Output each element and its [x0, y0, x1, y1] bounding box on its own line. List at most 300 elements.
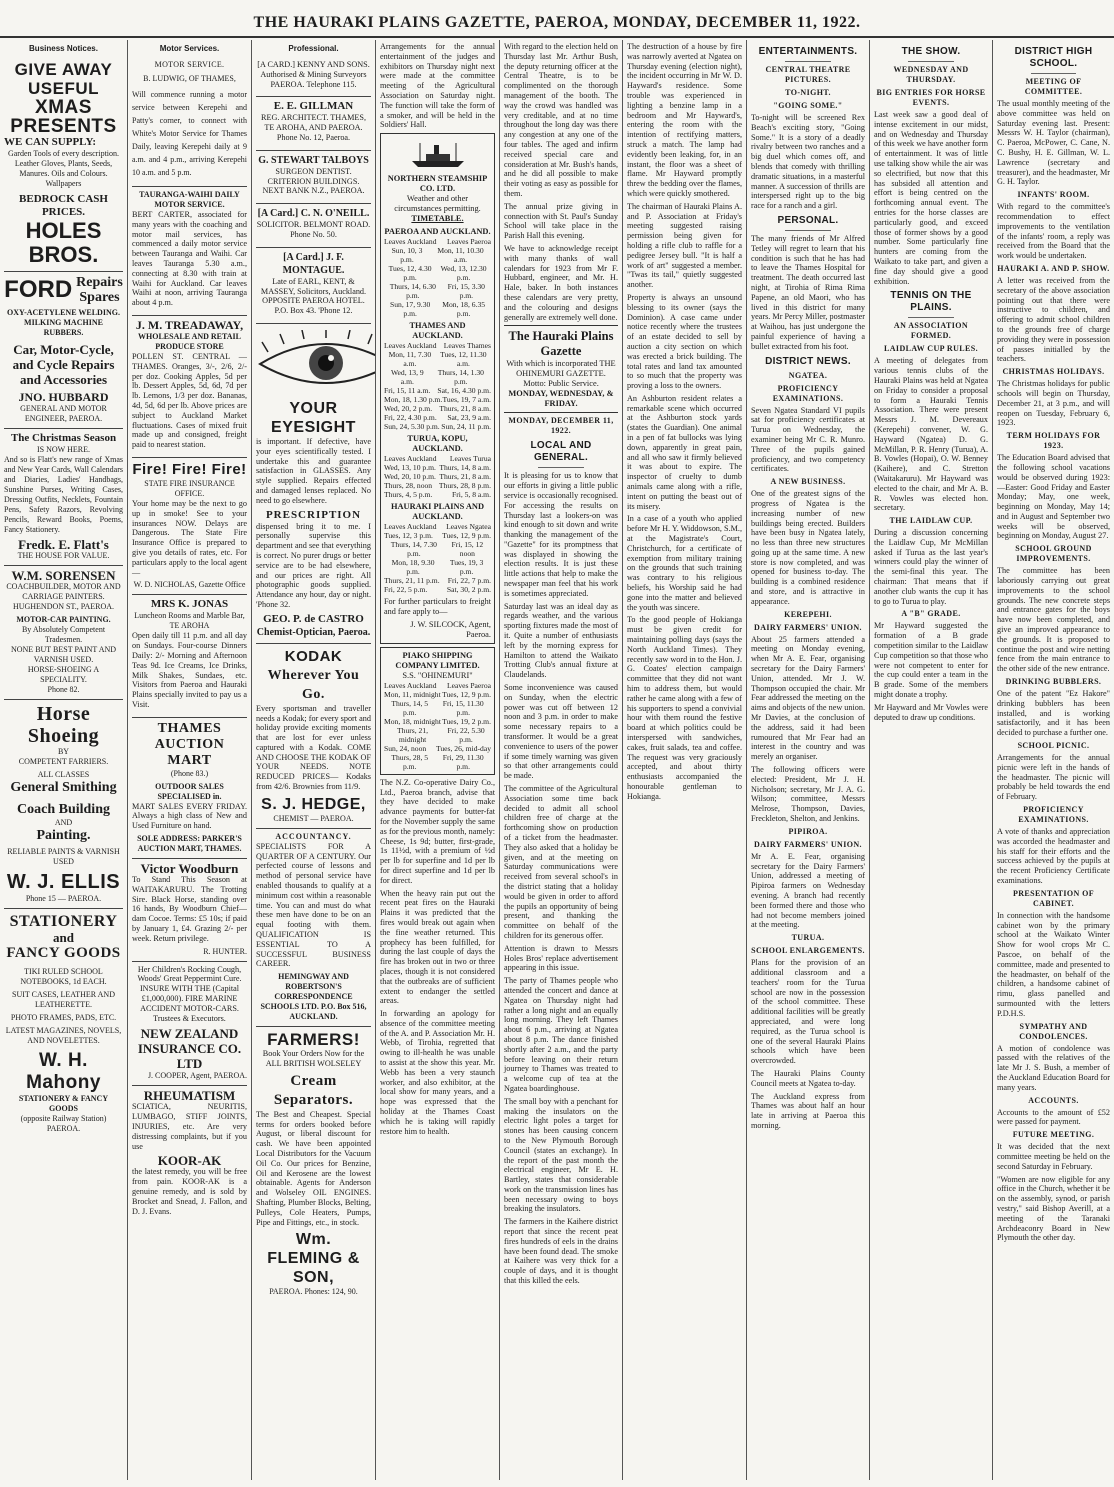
ad-text: COMPETENT FARRIERS. [18, 757, 109, 766]
timetable-cell-depart-a: Sun, 24, 5.30 p.m. [384, 422, 440, 432]
timetable-cell-depart-a: Leaves Auckland [384, 680, 437, 690]
ad-text: Book Your Orders Now for the ALL BRITISH WOLSELEY [262, 1049, 365, 1069]
ad-headline: KODAK [284, 647, 343, 665]
issue-date: MONDAY, DECEMBER 11, 1922. [508, 416, 614, 436]
route-title: PAEROA AND AUCKLAND. [384, 227, 491, 237]
timetable-cell-depart-b: Leaves Paeroa [446, 237, 491, 247]
sub-heading: LAIDLAW CUP RULES. [884, 344, 978, 354]
ad-subhead: OUTDOOR SALES SPECIALISED in. [155, 781, 224, 801]
ad-advertiser: J. W. SILCOCK, Agent, Paeroa. [410, 619, 491, 639]
route-title: HAURAKI PLAINS AND AUCKLAND. [390, 502, 485, 522]
sub-heading: TO-NIGHT. [785, 88, 831, 97]
ad-headline: Wherever You Go. [267, 667, 360, 702]
ford-logo: FORD [4, 276, 73, 303]
timetable-row [384, 585, 491, 594]
news-paragraph: Mr A. E. Fear, organising secretary for the Dairy Farmers' Union, addressed a meeting of Pipiroa farmers on Wednesday evening. A branch had recently been formed there and those who had not become members joined at the meeting. [751, 851, 865, 930]
news-paragraph: It was decided that the next committee meeting be held on the second Saturday in February. [997, 1142, 1110, 1171]
sub-heading: NGATEA. [788, 370, 828, 380]
timetable-row [384, 490, 491, 499]
timetable-cell-depart-b: Mon, 18, 6.35 p.m. [442, 300, 486, 319]
timetable-cell-depart-b: Fri, 15, 3.30 p.m. [447, 282, 485, 301]
ad-text: SCIATICA, NEURITIS, LUMBAGO, STIFF JOINTS, INJURIES, etc. Are very distressing complaints, but if you use [132, 1102, 247, 1151]
ad-text: PHOTO FRAMES, PADS, ETC. [10, 1013, 117, 1022]
timetable-cell-depart-a: Tues, 12, 4.30 p.m. [388, 264, 432, 283]
ad-text: SUIT CASES, LEATHER AND LEATHERETTE. [12, 990, 115, 1009]
timetable-cell-depart-a: Mon, 18, midnight [384, 716, 441, 726]
section-heading: DISTRICT HIGH SCHOOL. [1014, 46, 1093, 69]
ad-victor-woodburn [132, 859, 247, 962]
section-heading: THE SHOW. [901, 46, 961, 57]
divider [785, 230, 831, 231]
timetable-cell-depart-a: Sun, 24, noon [384, 743, 427, 753]
ad-text: REG. ARCHITECT. THAMES, TE AROHA, AND PAEROA. Phone No. 12, Paeroa. [260, 113, 366, 142]
news-paragraph: To-night will be screened Rex Beach's exciting story, "Going Some." It is a story of a deadly rivalry between two ranches and a big duel which comes off, and blends that comedy with thrilling dramatic situations, in a masterful manner. A succession of thrills are interspersed right up to the big race for a ranch and a girl. [751, 113, 865, 211]
ad-text: (opposite Railway Station) PAEROA. [20, 1114, 107, 1133]
column-motor-services [128, 40, 251, 1480]
gazette-masthead [504, 325, 618, 413]
section-heading: ENTERTAINMENTS. [758, 46, 858, 57]
eye-icon [256, 330, 375, 396]
timetable-row [384, 576, 491, 585]
timetable-row [384, 422, 491, 431]
timetable-cell-depart-a: Wed, 13, 9 a.m. [390, 368, 424, 387]
news-paragraph: The Christmas holidays for public schools will begin on Thursday, December 21, at 3 p.m., and will reopen on Tuesday, February 6, 1923. [997, 379, 1110, 428]
news-paragraph: A vote of thanks and appreciation was accorded the headmaster and his staff for their efforts and the success achieved by the pupils at the recent Proficiency Certificate examinations. [997, 827, 1110, 885]
sub-heading: FUTURE MEETING. [1012, 1130, 1095, 1140]
divider [908, 61, 954, 62]
sub-heading: DAIRY FARMERS' UNION. [754, 839, 862, 849]
ad-koorak [132, 1086, 247, 1223]
column-header: Business Notices. [29, 44, 98, 53]
ad-advertiser: G. STEWART TALBOYS [258, 154, 369, 166]
news-paragraph: Property is always an unsound blessing to its owner (says the Dominion). A case came under notice recently where the trustees of an estate decided to sell by auction a city section on which was erected a brick building. The total rates and land tax amounted to so much that the property was proving a loss to the owners. [627, 292, 742, 391]
timetable [384, 237, 491, 318]
ad-text: MART SALES EVERY FRIDAY. Always a high class of New and Used Furniture on hand. [132, 801, 247, 831]
news-paragraph: It is pleasing for us to know that our efforts in giving a little public service is occasionally recognised. For accessing the results on Thursday last a lookers-on was kind enough to sit down and write thanking the management of the "Gazette" for its promptness that was displayed in showing the election results. It is just these little actions that help to make the newspaper man feel that his work is sometimes appreciated. [504, 471, 618, 598]
ad-headline: YOUR EYESIGHT [271, 399, 356, 436]
card-montague [256, 248, 371, 324]
timetable-row [384, 386, 491, 395]
sub-heading: HAURAKI A. AND P. SHOW. [997, 263, 1110, 273]
ad-text: Will commence running a motor service between Kerepehi and Patty's corner, to connect with White's Motor Service for Thames Daily, leaving Kerepehi daily at 9 a.m. and 4 p.m., arriving Kerepehi 10 a.m. and 5 p.m. [132, 90, 247, 177]
news-paragraph: The Hauraki Plains County Council meets at Ngatea to-day. [751, 1068, 865, 1088]
ad-text: TIKI RULED SCHOOL NOTEBOOKS, 1d EACH. [20, 967, 107, 986]
timetable-cell-depart-b: Fri, 5, 8 a.m. [451, 490, 491, 500]
ad-headline: Fire! Fire! Fire! [132, 460, 247, 478]
timetable-cell-depart-b: Tues, 12, 9 p.m. [442, 689, 491, 699]
sub-heading: PRESENTATION OF CABINET. [1012, 888, 1095, 908]
timetable-cell-depart-b: Tues, 12, 11.30 a.m. [440, 350, 487, 369]
timetable-cell-depart-b: Thurs, 21, 8 a.m. [439, 472, 491, 482]
timetable [384, 522, 491, 594]
timetable [384, 454, 491, 499]
card-oneill [256, 204, 371, 248]
ad-text: AND [54, 818, 73, 827]
ad-ford [4, 272, 123, 429]
sub-heading: AN ASSOCIATION FORMED. [893, 321, 969, 341]
timetable-cell-depart-b: Sat, 23, 9 a.m. [447, 413, 491, 423]
ad-advertiser: Fredk. E. Flatt's [18, 537, 109, 552]
timetable-row [384, 341, 491, 350]
sub-heading: PROFICIENCY EXAMINATIONS. [1018, 805, 1089, 825]
ad-text: PAEROA. Phones: 124, 90. [269, 1287, 358, 1297]
ad-subhead: TIMETABLE. [411, 214, 464, 224]
news-paragraph: Seven Ngatea Standard VI pupils sat for proficiency certificates at Turua on Wednesday, the examiner being Mr C. R. Munro. Three of the pupils gained proficiency, and two competency certificates. [751, 405, 865, 474]
sub-heading: SCHOOL ENLARGEMENTS. [751, 946, 865, 956]
column-header: Motor Services. [159, 44, 220, 53]
timetable-row [384, 744, 491, 753]
news-paragraph: Mr Hayward and Mr Vowles were deputed to draw up conditions. [874, 702, 988, 722]
ad-headline: Spares [79, 290, 120, 305]
ad-text: For further particulars to freight and fare apply to— [384, 597, 491, 616]
timetable-cell-depart-b: Mon, 11, 10.30 a.m. [437, 246, 484, 265]
sub-heading: A "B" GRADE. [901, 609, 961, 619]
timetable-row [384, 472, 491, 481]
news-paragraph: When the heavy rain put out the recent peat fires on the Hauraki Plains it was predicted that the fires would break out again when the fine weather returned. This prophecy has been fulfilled, for during the last couple of days the fire has broken out in two or three places, though it is not considered that the outbreaks are of sufficient extent to endanger the settled areas. [380, 888, 495, 1006]
ad-advertiser: S. J. HEDGE, [261, 795, 366, 813]
column-business-notices [0, 40, 127, 1480]
timetable-cell-depart-a: Wed, 20, 10 p.m. [384, 472, 436, 482]
news-paragraph: The small boy with a penchant for making the insulators on the electric light poles a target for stones has been causing concern to the New Plymouth Borough Council (states an exchange). In the report of the past month the electrical engineer, Mr E. H. Bartley, states that considerable work on the transmission lines has been necessary owing to boys breaking the insulators. [504, 1096, 618, 1214]
route-title: THAMES AND AUCKLAND. [409, 321, 466, 341]
timetable-cell-depart-b: Tues, 26, mid-day [436, 743, 491, 753]
ad-text: Her Children's Rocking Cough, Woods' Great Peppermint Cure. INSURE WITH THE (Capital £1,000,000). FIRE MARINE ACCIDENT MOTOR-CARS. Trustees & Executors. [137, 964, 242, 1023]
ad-text: COACHBUILDER, MOTOR AND CARRIAGE PAINTERS. HUGHENDON ST., PAEROA. [6, 582, 121, 611]
timetable-cell-depart-b: Fri, 15, 11.30 p.m. [442, 698, 484, 717]
sub-heading: TERM HOLIDAYS FOR 1923. [1006, 431, 1101, 451]
timetable-row [384, 481, 491, 490]
ad-text: And so is Flatt's new range of Xmas and New Year Cards, Wall Calendars and Diaries, Ladies' Handbags, Sunshine Purses, Writing Cases, Dressing Outfits, Necklets, Fountain Pens, Safety Razors, Revolving Pencils, Reward Books, Poems, Fancy Stationery. [4, 455, 123, 534]
ad-advertiser: W. H. Mahony [26, 1050, 101, 1093]
timetable-row [384, 531, 491, 540]
ad-advertiser: W. D. NICHOLAS, Gazette Office [133, 580, 246, 590]
column-show-tennis [870, 40, 992, 1480]
news-paragraph: The Education Board advised that the following school vacations would be observed during 1923:—Easter: Good Friday and Easter Monday; May, one week, beginning on Monday, May 14; and in August and September two weeks will be observed, beginning on Monday, August 27. [997, 453, 1110, 541]
ad-advertiser: Wm. FLEMING & SON, [267, 1231, 360, 1287]
sub-heading: CHRISTMAS HOLIDAYS. [1002, 367, 1105, 377]
news-paragraph: Arrangements for the annual picnic were left in the hands of the headmaster. The picnic will probably be held towards the end of February. [997, 753, 1110, 802]
timetable-row [384, 717, 491, 726]
timetable-row [384, 753, 491, 771]
timetable-row [384, 522, 491, 531]
sub-heading: PROFICIENCY EXAMINATIONS. [772, 383, 844, 403]
ad-text: POLLEN ST. CENTRAL — THAMES. Oranges, 3/-, 2/6, 2/- per doz. Cooking Apples, 5d per lb. Dessert Apples, 5d, 6d, 7d per lb. Lemons, 1/3 per doz. Bananas, 4d, 5d, 6d per lb. Above prices are subject to Auckland Market fluctuations. Cases of mixed fruit made up and consigned, freight paid to nearest station. [132, 351, 247, 450]
ad-headline: Car, Motor-Cycle, and Cycle Repairs and Accessories [12, 342, 115, 387]
ad-text: ALL CLASSES [37, 770, 90, 779]
ad-headline: Coach Building [17, 802, 110, 817]
news-paragraph: Saturday last was an ideal day as regards weather, and the various sporting fixtures made the most of it. Quite a number of enthusiasts left by the morning express for Hamilton to attend the Waikato Trotting Club's annual fixture at Claudelands. [504, 601, 618, 680]
divider [908, 317, 954, 318]
timetable-cell-depart-a: Leaves Auckland [384, 522, 437, 532]
ad-text: Open daily till 11 p.m. and all day on Sundays. Four-course Dinners Daily: 2/- Morning and Afternoon Teas 9d. Ice Creams, Ice Drinks, Milk Shakes, Sundaes, etc. Visitors from Paeroa and Hauraki Plains specially invited to pay us a Visit. [132, 631, 247, 709]
column-professional [252, 40, 375, 1480]
divider [538, 467, 584, 468]
sub-heading: DRINKING BUBBLERS. [1005, 677, 1102, 687]
sub-heading: WEDNESDAY AND THURSDAY. [893, 65, 969, 84]
timetable-row [384, 350, 491, 368]
ad-text: Weather and other circumstances permitting. [394, 194, 481, 214]
ad-text: BY [57, 747, 70, 756]
ad-headline: Painting. [36, 828, 91, 843]
news-paragraph: An Ashburton resident relates a remarkable scene which occurred at the Ashburton stock yards (states the Guardian). One animal in a pen of fat bullocks was lying down, apparently in great pain, and all who saw it firmly believed it was about to expire. The inspector of cruelty to dumb animals came along with a rifle, intent on putting the beast out of its misery. [627, 393, 742, 511]
ad-text: SURGEON DENTIST. CRITERION BUILDINGS. NEXT BANK N.Z., PAEROA. [262, 166, 365, 196]
sub-heading: CENTRAL THEATRE PICTURES. [765, 65, 851, 84]
timetable-cell-depart-a: Mon, 18, 1.30 p.m. [384, 395, 443, 405]
ad-text: Late of EARL, KENT, & MASSEY, Solicitors, Auckland. OPPOSITE PAEROA HOTEL. P.O. Box 43. 'Phone 12. [260, 276, 367, 316]
news-paragraph: The chairman of Hauraki Plains A. and P. Association at Friday's meeting suggested raising permission being given for holding a rifle club to raffle for a pedigree Jersey bull. "It is half a work of art" suggested a member. "Twas its tail," quietly suggested another. [627, 201, 742, 290]
news-paragraph: The farmers in the Kaihere district report that since the recent peat fires hundreds of eels in the drains have been found dead. The smoke at Kaihere was very thick for a couple of days, and it is thought that this killed the eels. [504, 1217, 618, 1286]
ad-advertiser: R. HUNTER. [203, 946, 247, 956]
route-title: TURUA, KOPU, AUCKLAND. [407, 434, 468, 454]
timetable-cell-depart-b: Tues, 19, 7 a.m. [442, 395, 491, 405]
timetable-cell-depart-b: Thurs, 21, 8 a.m. [439, 404, 491, 414]
ad-text: RELIABLE PAINTS & VARNISH USED [7, 847, 120, 866]
timetable-row [384, 540, 491, 558]
ad-advertiser: [A Card.] C. N. O'NEILL. [257, 208, 370, 220]
timetable-cell-depart-b: Tues, 19, 3 p.m. [449, 558, 484, 577]
ad-northern-steamship [380, 133, 495, 644]
ad-subhead: STATE FIRE INSURANCE OFFICE. [144, 478, 235, 498]
gazette-subtitle: With which is incorporated THE OHINEMURI GAZETTE. [506, 359, 616, 379]
sub-heading: THE LAIDLAW CUP. [889, 516, 973, 526]
timetable-row [384, 726, 491, 744]
ad-headline: Repairs [76, 275, 123, 290]
gazette-days: MONDAY, WEDNESDAY, & FRIDAY. [508, 389, 614, 409]
news-paragraph: The following officers were elected: President, Mr J. H. Nicholson; secretary, Mr J. A. G. Wilson; committee, Messrs Melrose, Thompson, Davies, Freckleton, Shelton, and Jenkins. [751, 765, 865, 824]
ad-advertiser: [A Card.] J. F. MONTAGUE. [282, 251, 345, 276]
column-district-high-school [993, 40, 1114, 1480]
news-paragraph: Last week saw a good deal of intense excitement in our midst, and on Wednesday and Thursday of this week we have another form of entertainment. It was of little use talking show while the air was so electrified, but now that this has subsided all attention and effort is being centred on the forthcoming annual event. The entries for the horse classes are particularly good, and exceed those of former shows by a good number. Some particularly fine hunters are coming from the Waikato to take part, and given a fine day should give a good exhibition. [874, 110, 988, 286]
ad-subhead: S.S. "OHINEMURI" [402, 670, 473, 680]
ad-advertiser: B. LUDWIG, OF THAMES, [143, 74, 236, 83]
timetable-cell-depart-a: Thurs, 4, 5 p.m. [384, 490, 433, 500]
news-paragraph: In a case of a youth who applied before Mr H. Y. Widdowson, S.M., at the Magistrate's Court, Christchurch, for a certificate of exemption from military training on the grounds that such training was contrary to his religious beliefs, his Worship said he had gone into the matter and believed the youth was sincere. [627, 514, 742, 612]
column-shipping [376, 40, 499, 1480]
news-paragraph: Attention is drawn to Messrs Holes Bros' replace advertisement appearing in this issue. [504, 943, 618, 973]
timetable-row [384, 368, 491, 386]
ad-advertiser: HEMINGWAY AND ROBERTSON'S CORRESPONDENCE SCHOOLS LTD. P.O. Box 516, AUCKLAND. [260, 972, 367, 1022]
sub-heading: "GOING SOME." [773, 101, 843, 110]
ad-advertiser: HOLES BROS. [25, 218, 102, 267]
timetable-cell-depart-b: Wed, 13, 12.30 p.m. [440, 264, 487, 283]
ad-text: CHEMIST — PAEROA. [273, 813, 354, 823]
page-title: THE HAURAKI PLAINS GAZETTE, PAEROA, MONDAY, DECEMBER 11, 1922. [253, 14, 861, 31]
timetable-cell-depart-b: Fri, 29, 11.30 p.m. [442, 752, 484, 771]
ad-text: By Absolutely Competent Tradesmen. [21, 625, 106, 644]
timetable-cell-depart-a: Fri, 15, 11 a.m. [384, 386, 431, 396]
ad-horse-shoeing [4, 700, 123, 909]
timetable-cell-depart-a: Fri, 22, 5 p.m. [384, 585, 428, 595]
column-entertainments [747, 40, 869, 1480]
news-paragraph: The party of Thames people who attended the concert and dance at Ngatea on Thursday night had rather a long night and an equally long morning. They left Thames about 6 p.m., arriving at Ngatea about 8 p.m. The dance finished shortly after 2 a.m., and the party before leaving on their return journey to Thames was treated to a welcome cup of tea at the Ngatea boardinghouse. [504, 976, 618, 1093]
ad-ludwig [132, 57, 247, 187]
sub-heading: BIG ENTRIES FOR HORSE EVENTS. [876, 88, 986, 107]
ad-text: Your home may be the next to go up in smoke! See to your insurances NOW. Delays are Dangerous. The State Fire Insurance Office is prepared to give you details of rates, etc. For particulars apply to the local agent— [132, 498, 247, 577]
sub-heading: ACCOUNTS. [1028, 1095, 1079, 1105]
news-paragraph: A motion of condolence was passed with the relatives of the late Mr J. S. Bush, a member of the Auckland Education Board for many years. [997, 1043, 1110, 1092]
timetable-cell-depart-a: Sun, 17, 9.30 p.m. [390, 300, 431, 319]
timetable-cell-depart-a: Leaves Auckland [384, 341, 437, 351]
ad-text: Chemist-Optician, Paeroa. [256, 626, 371, 638]
ad-text: SPECIALISTS FOR A QUARTER OF A CENTURY. Our perfected course of lessons and method of personal service have enabled thousands to qualify at a minimum cost within a reasonable time. You can and must do what these men have done to be on an equal footing with them. QUALIFICATION IS ESSENTIAL TO A SUCCESSFUL BUSINESS CAREER. [256, 841, 371, 969]
ad-text: STATIONERY & FANCY GOODS [18, 1094, 109, 1113]
timetable-row [384, 300, 491, 318]
news-paragraph: The committee has been laboriously carrying out great improvements to the school grounds. The new concrete steps and entrance gates for the boys have now been completed, and give an improved appearance to the grounds. It is proposed to continue the post and wire netting fence from the main entrance to the other side of the new entrance. [997, 566, 1110, 674]
ad-headline: TAURANGA-WAIHI DAILY MOTOR SERVICE. [139, 190, 240, 209]
ad-text: The Best and Cheapest. Special terms for orders booked before August, or liberal discount for cash. We have been appointed Local Distributors for the Vacuum Oil Co. Our prices for Benzine, Oil and Kerosene are the lowest obtainable. Agents for Anderson and Wolseley OIL ENGINES. Shafting, Plumber Blocks, Belting, Pulleys, Cole Heaters, Pumps, Pipe and Fittings, etc., in stock. [256, 1109, 371, 1227]
timetable-row [384, 690, 491, 699]
timetable-cell-depart-b: Tues, 12, 9 p.m. [442, 531, 491, 541]
column-local-general [500, 40, 622, 1480]
news-paragraph: In forwarding an apology for absence of the committee meeting of the A. and P. Association Mr. H. Webb, of Tirohia, regretted that owing to ill-health he was unable to assist at the show this year. Mr. Webb has been a very staunch worker, and also exhibitor, at the local show for many years, and a hope was expressed that the holiday at the Thames Coast which he is taking will rapidly restore him to health. [380, 1009, 495, 1136]
timetable-cell-depart-b: Sat, 30, 2 p.m. [446, 585, 491, 595]
timetable-cell-depart-a: Thurs, 21, midnight [397, 725, 429, 744]
news-paragraph: Accounts to the amount of £52 were passed for payment. [997, 1107, 1110, 1127]
timetable-cell-depart-b: Leaves Turua [449, 454, 491, 464]
timetable-cell-depart-a: Thurs, 28, 5 p.m. [391, 752, 429, 771]
news-paragraph: During a discussion concerning the Laidlaw Cup, Mr McMillan asked if Turua as the last year's winners could play the winner of the semi-final this year. The chairman: That means that if another club wants the cup it has to go to Turua to play. [874, 528, 988, 606]
ad-headline: FANCY GOODS [6, 945, 121, 961]
ad-subhead: Luncheon Rooms and Marble Bar, TE AROHA [134, 611, 245, 631]
timetable [384, 341, 491, 431]
ad-text: the latest remedy, you will be free from pain. KOOR-AK is a genuine remedy, and is sold by Brocket and Snead, J. Fallon, and D. J. Evans. [132, 1167, 247, 1216]
ad-headline: General Smithing [10, 780, 117, 795]
timetable-cell-depart-a: Thurs, 14, 6.30 p.m. [389, 282, 436, 301]
timetable-cell-depart-b: Leaves Paeroa [446, 680, 491, 690]
timetable-cell-depart-a: Thurs, 14, 5 p.m. [391, 698, 429, 717]
ad-text: NONE BUT BEST PAINT AND VARNISH USED. [10, 645, 117, 664]
ad-headline: FARMERS! [267, 1030, 360, 1050]
ad-advertiser: GEO. P. de CASTRO [263, 612, 364, 625]
timetable-cell-depart-a: Sun, 10, 3 p.m. [391, 246, 423, 265]
timetable-row [384, 404, 491, 413]
ad-eyesight [256, 324, 371, 644]
timetable-cell-depart-b: Fri, 22, 7 p.m. [447, 576, 491, 586]
ad-subhead: BEDROCK CASH PRICES. [19, 193, 108, 218]
timetable-cell-depart-b: Leaves Thames [443, 341, 491, 351]
news-paragraph: A letter was received from the secretary of the above association pointing out that there were instructive to children, and offering to admit school children to the grounds free of charge providing they were in possession of passes initialled by the teachers. [997, 275, 1110, 364]
ad-text: and [53, 930, 74, 945]
ad-headline: ACCOUNTANCY. [275, 831, 352, 841]
ad-advertiser: W. J. ELLIS [6, 871, 121, 893]
timetable-cell-depart-b: Thurs, 14, 8 a.m. [439, 463, 491, 473]
ad-text: LATEST MAGAZINES, NOVELS, AND NOVELETTES. [5, 1026, 122, 1045]
ad-text: THE HOUSE FOR VALUE. [17, 551, 110, 560]
column-news-continued [623, 40, 746, 1480]
news-paragraph: To the good people of Hokianga must be given credit for maintaining polling days (says the North Auckland Times). They recently saw word in to the Hon. J. G. Coates' election campaign committee that they did not want him to address them, but would rather he came along with a few of his supporters to spend a convivial hour with them round the festive board at which politics could be interspersed with sandwiches, cakes, fruit salads, tea and coffee. The request was very graciously accepted, and about thirty enthusiasts accompanied the honourable gentleman to Hokianga. [627, 615, 742, 801]
news-paragraph: "Women are now eligible for any office in the Church, whether it be on the assembly, synod, or parish vestry," said Bishop Averill, at a meeting of the Taranaki Archdeaconry Board in New Plymouth the other day. [997, 1174, 1110, 1243]
news-paragraph: The usual monthly meeting of the above committee was held on Saturday evening last. Present: Messrs W. H. Taylor (chairman), C. Paeroa, McPower, C. Cane, N. C. Bushy, H. E. Gillman, W. L. Lawrence (secretary and treasurer), and the headmaster, Mr G. H. Taylor. [997, 99, 1110, 187]
news-paragraph: One of the patent "Ez Hakore" drinking bubblers has been installed, and is working satisfactorily, and it has been decided to purchase a further one. [997, 689, 1110, 738]
ad-headline: NORTHERN STEAMSHIP CO. LTD. [387, 174, 488, 194]
divider [785, 61, 831, 62]
ad-headline: USEFUL [28, 79, 99, 98]
ad-advertiser: MRS K. JONAS [150, 598, 229, 611]
timetable-cell-depart-a: Thurs, 21, 11 p.m. [384, 576, 440, 586]
ad-subhead: WE CAN SUPPLY: [4, 136, 97, 148]
ad-text: (Phone 83.) [170, 768, 209, 778]
card-gillman [256, 97, 371, 150]
sub-heading: A NEW BUSINESS. [770, 477, 846, 487]
sub-heading: TURUA. [791, 933, 825, 943]
ad-text: Phone 82. [47, 685, 80, 694]
sub-heading: DAIRY FARMERS' UNION. [754, 622, 862, 632]
ad-headline: The Christmas Season [10, 432, 117, 444]
ad-text: To Stand This Season at WAITAKARURU. The Trotting Sire. Black Horse, standing over 16 hands, By Woodburn Chief—dam Cocoe. Terms: £5 10s; if paid by January 1, £4. Grazing 2/- per week. Return privilege. [132, 875, 247, 943]
ad-advertiser: KOOR-AK [157, 1153, 222, 1169]
ad-advertiser: W.M. SORENSEN [11, 568, 116, 583]
timetable-cell-depart-a: Wed, 20, 2 p.m. [384, 404, 433, 414]
ad-wolseley-separators [256, 1027, 371, 1301]
ad-give-away [4, 57, 123, 272]
sub-heading: INFANTS' ROOM. [1017, 190, 1090, 200]
section-heading: LOCAL AND GENERAL. [530, 440, 592, 464]
ad-headline: XMAS PRESENTS [10, 97, 117, 137]
ad-headline: Victor Woodburn [140, 861, 239, 877]
ad-subhead: MOTOR-CAR PAINTING. [16, 615, 111, 624]
ad-text: HORSE-SHOEING A SPECIALITY. [27, 665, 100, 684]
news-paragraph: Some inconvenience was caused on Sunday, when the electric power was cut off between 12 noon and 3 p.m. in order to make some necessary repairs to a transformer. It would be a great convenience to users of the power if some timely warning was given so that other arrangements could be made. [504, 683, 618, 781]
ad-headline: PIAKO SHIPPING COMPANY LIMITED. [395, 650, 480, 670]
timetable-cell-depart-b: Fri, 22, 5.30 p.m. [447, 725, 485, 744]
news-paragraph: Mr Hayward suggested the formation of a B grade competition similar to the Laidlaw Cup competition so that those who were not competent to enter for the cup could enter a team in the B grade. Some of the members might donate a trophy. [874, 621, 988, 700]
timetable-row [384, 699, 491, 717]
timetable-cell-depart-b: Sat, 16, 4.30 p.m. [437, 386, 491, 396]
sub-heading: SCHOOL GROUND IMPROVEMENTS. [1015, 544, 1092, 564]
ad-headline: Horse Shoeing [27, 703, 100, 747]
timetable-cell-depart-b: Fri, 15, 12 noon [451, 540, 484, 559]
ad-text: OXY-ACETYLENE WELDING. MILKING MACHINE RUBBERS. [7, 308, 120, 337]
timetable-cell-depart-a: Leaves Auckland [384, 454, 437, 464]
timetable-row [384, 463, 491, 472]
news-paragraph: The destruction of a house by fire was narrowly averted at Ngatea on Thursday evening (election night), the incident occurring in Mr W. D. Hayward's residence. Some trouble was experienced in lighting a benzine lamp in a bedroom and Mr Hayward's, entering the room with the intention of rectifying matters, struck a match. The lamp had evidently been leaking, for, in an instant, the floor was a sheet of flame. Mr Hayward promptly threw the bedding over the flames, which were quickly smothered. [627, 42, 742, 198]
ad-headline: GIVE AWAY [14, 60, 113, 79]
ad-christmas-season [4, 429, 123, 566]
ad-advertiser: J. COOPER, Agent, PAEROA. [147, 1071, 247, 1081]
timetable-cell-depart-a: Leaves Auckland [384, 237, 437, 247]
news-paragraph: We have to acknowledge receipt with many thanks of wall calendars for 1923 from Mr F. Hubbard, engineer, and Mr. H. Hale, baker. In both instances these calendars are very pretty, and the colouring and designs generally are extremely well done. [504, 243, 618, 322]
ad-headline: MOTOR SERVICE. [154, 60, 225, 69]
timetable-cell-depart-b: Thurs, 28, 8 p.m. [438, 481, 491, 491]
news-paragraph: In connection with the handsome cabinet won by the primary school at the Waikato Winter Show for wool crops Mr C. Pascoe, on behalf of the committee, made and presented to the headmaster, on behalf of the children, a handsome cabinet of rimu, glass panelled and surmounted with the letters P.D.H.S. [997, 910, 1110, 1018]
timetable-cell-depart-a: Thurs, 28, noon [384, 481, 433, 491]
timetable-row [384, 454, 491, 463]
ad-headline: NEW ZEALAND INSURANCE CO. LTD [137, 1026, 242, 1072]
news-paragraph: The many friends of Mr Alfred Tetley will regret to learn that his condition is such that he has had to leave the Thames Hospital for treatment. The death occurred last night, at Tirohia of Rima Rima Papene, an old Maori, who has lived in this district for many years. Mr Percy Miller, postmaster at Waihou, has just undergone the painful experience of having a bullet extracted from his foot. [751, 233, 865, 351]
ad-text: Every sportsman and traveller needs a Kodak; for every sport and holiday provide exciting moments that are lost for ever unless captured with a Kodak. COME AND CHOOSE THE KODAK OF YOUR NEEDS. NOTE REDUCED PRICES— Kodaks from 42/6. Brownies from 11/9. [256, 703, 371, 792]
timetable-row [384, 282, 491, 300]
timetable-cell-depart-b: Thurs, 14, 1.30 p.m. [437, 368, 484, 387]
ad-text: SOLICITOR. BELMONT ROAD. Phone No. 50. [256, 220, 371, 239]
ad-accountancy [256, 829, 371, 1027]
sub-heading: MEETING OF COMMITTEE. [1024, 77, 1083, 96]
news-paragraph: One of the greatest signs of the progress of Ngatea is the increasing number of new buildings being erected. Builders have been busy in Ngatea lately, no less than three new structures going up at the same time. A new store is now completed, and was opened for business to-day. The building is a combined residence and store, and is attractive in appearance. [751, 489, 865, 606]
ad-kodak [256, 644, 371, 829]
timetable-cell-depart-b: Sun, 24, 11 p.m. [441, 422, 491, 432]
timetable [384, 681, 491, 771]
section-heading: TENNIS ON THE PLAINS. [890, 290, 972, 314]
timetable-row [384, 681, 491, 690]
ad-thames-auction-mart [132, 718, 247, 859]
sub-heading: SYMPATHY AND CONDOLENCES. [1019, 1021, 1088, 1041]
masthead-rule [0, 36, 1114, 38]
timetable-row [384, 246, 491, 264]
ad-advertiser: JNO. HUBBARD [18, 390, 109, 404]
timetable-cell-depart-a: Tues, 12, 3 p.m. [384, 531, 433, 541]
timetable-row [384, 237, 491, 246]
section-heading: DISTRICT NEWS. [765, 355, 851, 367]
ad-text: is important. If defective, have your eyes scientifically tested. I undertake this and guarantee satisfaction in GLASSES. Any style supplied. Repairs effected and damaged lenses replaced. No need to go elsewhere. [256, 436, 371, 505]
